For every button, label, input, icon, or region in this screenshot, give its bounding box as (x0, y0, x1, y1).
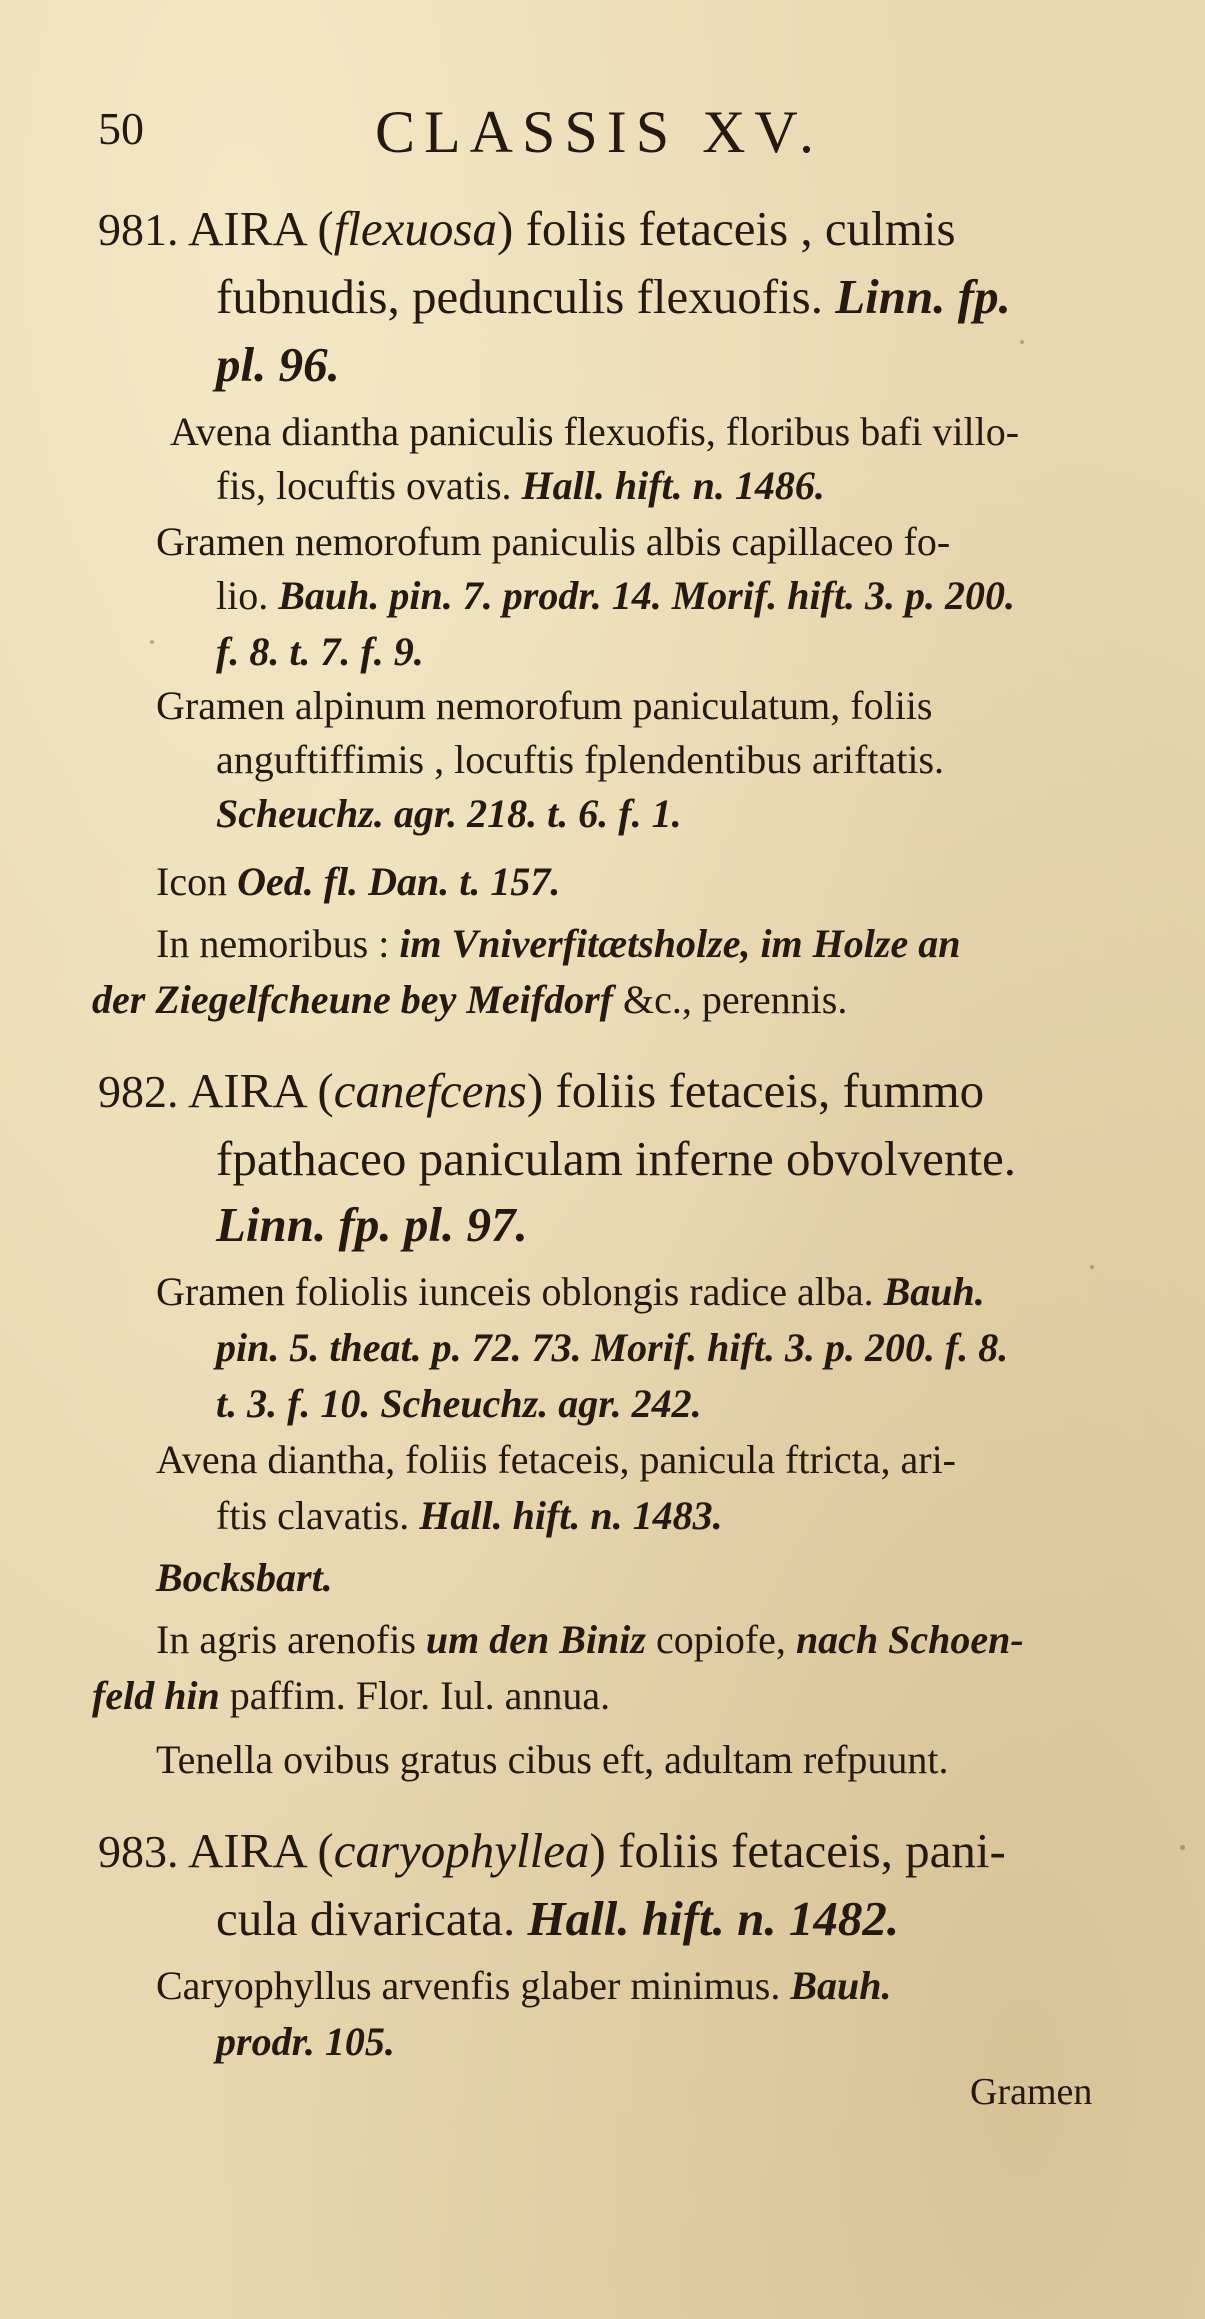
habitat-locality: der Ziegelfcheune bey Meifdorf (92, 977, 613, 1022)
synonym-line (216, 1493, 723, 1538)
habitat-text: paffim. Flor. Iul. annua. (229, 1673, 611, 1718)
description-text: fpathaceo paniculam inferne obvolvente. (216, 1131, 1016, 1186)
habitat-locality: um den Biniz (425, 1617, 646, 1662)
entry-heading-line: 982. AIRA (canefcens) foliis fetaceis, fummo (98, 1063, 985, 1118)
description-line (216, 1891, 900, 1946)
habitat-line (156, 1617, 1024, 1662)
genus-name: AIRA (188, 201, 306, 256)
description-text: cula divaricata. (216, 1891, 516, 1946)
note-text: Tenella ovibus gratus cibus eft, adultam refpuunt. (156, 1737, 949, 1782)
entry-number: 981. (98, 204, 179, 255)
synonym-text: Gramen nemorofum paniculis albis capillaceo fo- (156, 519, 951, 564)
reference: f. 8. t. 7. f. 9. (216, 629, 424, 674)
description-line (216, 1131, 1016, 1186)
entry-heading-line: 983. AIRA (caryophyllea) foliis fetaceis, pani- (98, 1823, 1006, 1878)
synonym-line (156, 1963, 892, 2008)
synonym-text: Avena diantha paniculis flexuofis, floribus bafi villo- (170, 409, 1020, 454)
reference: t. 3. f. 10. Scheuchz. agr. 242. (216, 1381, 702, 1426)
reference: Linn. fp. (835, 269, 1011, 324)
species-name: flexuosa (333, 201, 497, 256)
reference: Hall. hift. n. 1483. (419, 1493, 723, 1538)
entry-heading-line: 981. AIRA (flexuosa) foliis fetaceis , culmis (98, 201, 956, 256)
synonym-text: ftis clavatis. (216, 1493, 410, 1538)
synonym-line (216, 2019, 395, 2064)
synonym-line (216, 463, 825, 508)
species-name: caryophyllea (333, 1823, 590, 1878)
description-line (216, 337, 340, 392)
synonym-line (216, 791, 682, 836)
description-text: fubnudis, pedunculis flexuofis. (216, 269, 823, 324)
reference: Oed. fl. Dan. t. 157. (237, 859, 561, 904)
synonym-text: lio. (216, 573, 269, 618)
synonym-text: Caryophyllus arvenfis glaber minimus. (156, 1963, 781, 2008)
synonym-line (170, 409, 1020, 454)
synonym-line (216, 573, 1016, 618)
synonym-line (216, 1325, 1009, 1370)
reference: Linn. fp. pl. 97. (216, 1197, 528, 1252)
entry-number: 982. (98, 1066, 179, 1117)
reference: Hall. hift. n. 1486. (521, 463, 825, 508)
synonym-text: anguftiffimis , locuftis fplendentibus ariftatis. (216, 737, 945, 782)
reference: Bauh. (790, 1963, 892, 2008)
description-text: foliis fetaceis, fummo (555, 1063, 985, 1118)
reference: Bauh. (883, 1269, 985, 1314)
genus-name: AIRA (188, 1063, 306, 1118)
description-line (216, 269, 1011, 324)
description-text: foliis fetaceis, pani- (618, 1823, 1006, 1878)
synonym-text: fis, locuftis ovatis. (216, 463, 512, 508)
habitat-locality: nach Schoen- (795, 1617, 1024, 1662)
running-head (0, 98, 1205, 168)
habitat-locality: im Vniverfitætsholze, im Holze an (399, 921, 961, 966)
synonym-line (216, 737, 945, 782)
habitat-locality: feld hin (92, 1673, 220, 1718)
habitat-text: In agris arenofis (156, 1617, 416, 1662)
vernacular-name: Bocksbart. (156, 1555, 333, 1600)
icon-reference-line (156, 859, 561, 904)
genus-name: AIRA (188, 1823, 306, 1878)
synonym-line (156, 683, 933, 728)
habitat-line (92, 1673, 611, 1718)
habitat-line (92, 977, 848, 1022)
habitat-line (156, 921, 961, 966)
synonym-line (156, 519, 951, 564)
species-name: canefcens (333, 1063, 527, 1118)
reference: Hall. hift. n. 1482. (527, 1891, 900, 1946)
note-line (156, 1737, 949, 1782)
reference: prodr. 105. (216, 2019, 395, 2064)
running-title: CLASSIS XV. (375, 99, 824, 165)
reference: Scheuchz. agr. 218. t. 6. f. 1. (216, 791, 682, 836)
page-number: 50 (98, 103, 144, 154)
vernacular-name-line (156, 1555, 333, 1600)
reference: pin. 5. theat. p. 72. 73. Morif. hift. 3. p. 200. f. 8. (216, 1325, 1009, 1370)
description-line (216, 1197, 528, 1252)
reference: pl. 96. (216, 337, 340, 392)
synonym-line (216, 629, 424, 674)
description-text: foliis fetaceis , culmis (525, 201, 956, 256)
synonym-text: Gramen foliolis iunceis oblongis radice alba. (156, 1269, 874, 1314)
synonym-line (156, 1269, 985, 1314)
habitat-text: &c., perennis. (622, 977, 848, 1022)
habitat-text: copiofe, (655, 1617, 786, 1662)
catchword: Gramen (970, 2071, 1093, 2113)
synonym-line (156, 1437, 956, 1482)
synonym-text: Avena diantha, foliis fetaceis, panicula ftricta, ari- (156, 1437, 956, 1482)
reference: Bauh. pin. 7. prodr. 14. Morif. hift. 3. p. 200. (278, 573, 1016, 618)
synonym-line (216, 1381, 702, 1426)
entry-number: 983. (98, 1826, 179, 1877)
synonym-text: Gramen alpinum nemorofum paniculatum, foliis (156, 683, 933, 728)
habitat-text: In nemoribus : (156, 921, 390, 966)
icon-label: Icon (156, 859, 228, 904)
